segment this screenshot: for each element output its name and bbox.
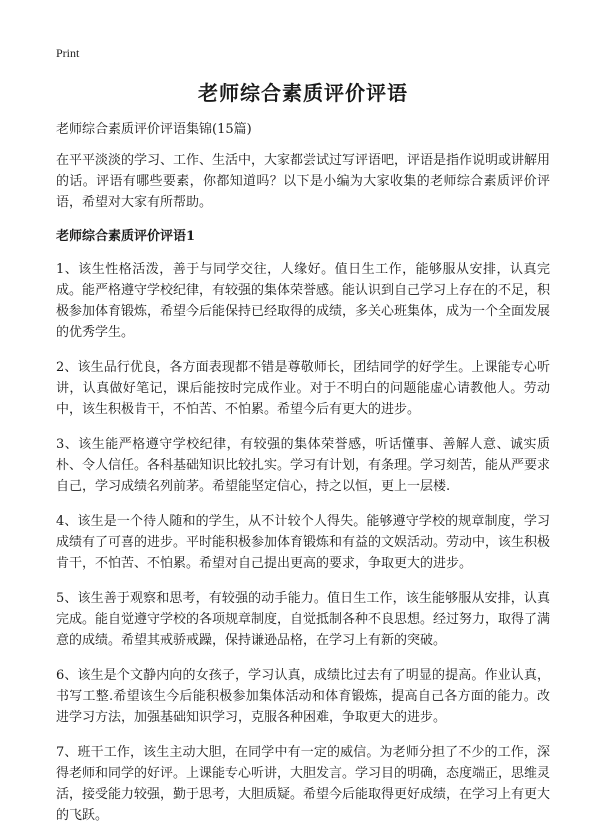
print-link[interactable]: Print: [56, 46, 80, 60]
intro-paragraph: 在平平淡淡的学习、工作、生活中，大家都尝试过写评语吧，评语是指作说明或讲解用的话。评语有哪些要素，你都知道吗？以下是小编为大家收集的老师综合素质评价评语，希望对大家有所帮助。: [56, 153, 551, 210]
document-subtitle: 老师综合素质评价评语集锦(15篇): [56, 122, 252, 137]
comment-paragraph-3: 3、该生能严格遵守学校纪律，有较强的集体荣誉感，听话懂事、善解人意、诚实质朴、令人信任。各科基础知识比较扎实。学习有计划，有条理。学习刻苦，能从严要求自己，学习成绩名列前茅。希望能坚定信心，持之以恒，更上一层楼.: [56, 437, 551, 494]
comment-paragraph-1: 1、该生性格活泼，善于与同学交往，人缘好。值日生工作，能够服从安排，认真完成。能严格遵守学校纪律，有较强的集体荣誉感。能认识到自己学习上存在的不足，积极参加体育锻炼，希望今后能保持已经取得的成绩，多关心班集体，成为一个全面发展的优秀学生。: [56, 262, 551, 340]
comment-paragraph-2: 2、该生品行优良，各方面表现都不错是尊敬师长，团结同学的好学生。上课能专心听讲，认真做好笔记，课后能按时完成作业。对于不明白的问题能虚心请教他人。劳动中，该生积极肯干，不怕苦、不怕累。希望今后有更大的进步。: [56, 360, 550, 417]
document-body: [56, 150, 550, 840]
page-title: 老师综合素质评价评语: [198, 81, 408, 105]
comment-paragraph-6: 6、该生是个文静内向的女孩子，学习认真，成绩比过去有了明显的提高。作业认真，书写工整.希望该生今后能积极参加集体活动和体育锻炼，提高自己各方面的能力。改进学习方法，加强基础知识学习，克服各种困难，争取更大的进步。: [56, 668, 550, 725]
comment-paragraph-7: 7、班干工作，该生主动大胆，在同学中有一定的威信。为老师分担了不少的工作，深得老师和同学的好评。上课能专心听讲，大胆发言。学习目的明确，态度端正，思维灵活，接受能力较强，勤于思考，大胆质疑。希望今后能取得更好成绩，在学习上有更大的飞跃。: [56, 745, 551, 823]
comment-paragraph-5: 5、该生善于观察和思考，有较强的动手能力。值日生工作，该生能够服从安排，认真完成。能自觉遵守学校的各项规章制度，自觉抵制各种不良思想。经过努力，取得了满意的成绩。希望其戒骄戒躁，保持谦逊品格，在学习上有新的突破。: [56, 591, 551, 648]
comment-paragraph-4: 4、该生是一个待人随和的学生，从不计较个人得失。能够遵守学校的规章制度，学习成绩有了可喜的进步。平时能积极参加体育锻炼和有益的文娱活动。劳动中，该生积极肯干，不怕苦、不怕累。希望对自己提出更高的要求，争取更大的进步。: [56, 514, 551, 571]
section-heading: 老师综合素质评价评语1: [56, 229, 196, 244]
